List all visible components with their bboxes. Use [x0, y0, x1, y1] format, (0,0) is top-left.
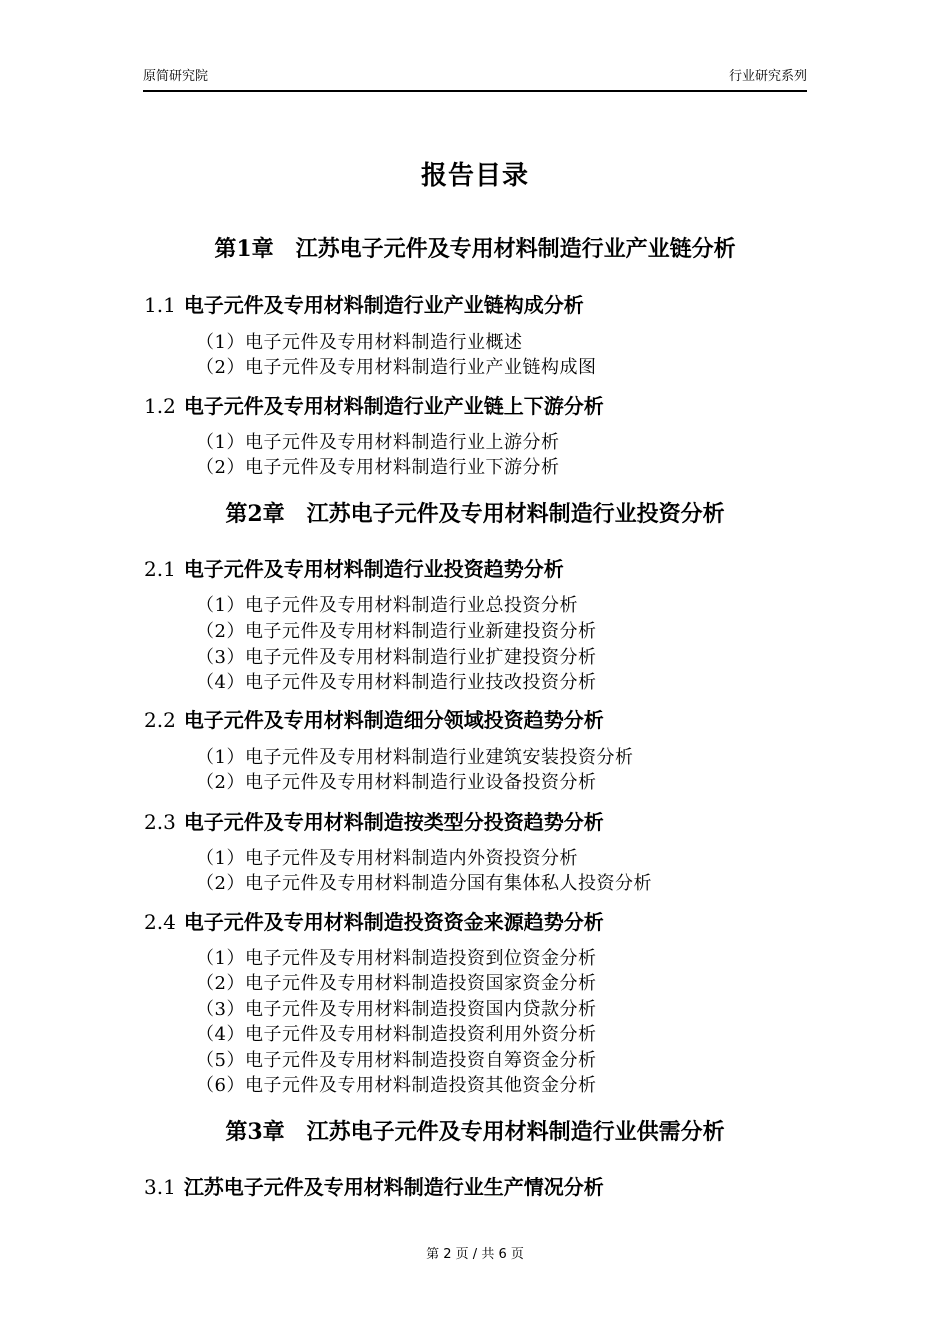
toc-section-3-1[interactable] — [144, 1173, 604, 1201]
toc-item[interactable]: （3）电子元件及专用材料制造行业扩建投资分析 — [196, 647, 597, 668]
toc-section-2-3[interactable] — [144, 808, 604, 836]
section-title: 电子元件及专用材料制造细分领域投资趋势分析 — [183, 708, 604, 732]
toc-item[interactable]: （2）电子元件及专用材料制造分国有集体私人投资分析 — [196, 873, 652, 894]
section-title: 电子元件及专用材料制造行业产业链构成分析 — [183, 293, 584, 317]
toc-item[interactable]: （1）电子元件及专用材料制造行业建筑安装投资分析 — [196, 747, 634, 768]
header-series-name: 行业研究系列 — [728, 69, 807, 84]
toc-chapter-2[interactable] — [0, 498, 950, 530]
toc-item[interactable]: （3）电子元件及专用材料制造投资国内贷款分析 — [196, 999, 597, 1020]
toc-chapter-3[interactable] — [0, 1116, 950, 1148]
page-number-footer: 第 2 页 / 共 6 页 — [426, 1247, 524, 1262]
header-org-name: 原简研究院 — [143, 69, 209, 84]
toc-section-2-1[interactable] — [144, 555, 564, 583]
toc-section-2-4[interactable] — [144, 908, 604, 936]
toc-item[interactable]: （4）电子元件及专用材料制造行业技改投资分析 — [196, 672, 597, 693]
section-number: 2.3 — [144, 810, 176, 834]
toc-section-1-2[interactable] — [144, 392, 604, 420]
toc-chapter-1[interactable] — [0, 233, 950, 265]
toc-item[interactable]: （2）电子元件及专用材料制造行业产业链构成图 — [196, 357, 597, 378]
section-number: 2.2 — [144, 708, 176, 732]
section-number: 2.1 — [144, 557, 176, 581]
toc-item[interactable]: （1）电子元件及专用材料制造行业总投资分析 — [196, 595, 578, 616]
chapter-title: 江苏电子元件及专用材料制造行业投资分析 — [306, 501, 725, 527]
toc-item[interactable]: （2）电子元件及专用材料制造行业设备投资分析 — [196, 772, 597, 793]
section-number: 1.1 — [144, 293, 176, 317]
chapter-number: 第3章 — [225, 1119, 285, 1145]
section-title: 电子元件及专用材料制造投资资金来源趋势分析 — [183, 910, 604, 934]
chapter-number: 第2章 — [225, 501, 285, 527]
toc-item[interactable]: （5）电子元件及专用材料制造投资自筹资金分析 — [196, 1050, 597, 1071]
section-title: 江苏电子元件及专用材料制造行业生产情况分析 — [183, 1175, 604, 1199]
toc-section-2-2[interactable] — [144, 706, 604, 734]
toc-item[interactable]: （1）电子元件及专用材料制造内外资投资分析 — [196, 848, 578, 869]
chapter-number: 第1章 — [214, 236, 274, 262]
chapter-title: 江苏电子元件及专用材料制造行业产业链分析 — [295, 236, 736, 262]
section-number: 2.4 — [144, 910, 176, 934]
toc-item[interactable]: （1）电子元件及专用材料制造行业概述 — [196, 332, 523, 353]
chapter-title: 江苏电子元件及专用材料制造行业供需分析 — [306, 1119, 725, 1145]
toc-item[interactable]: （2）电子元件及专用材料制造投资国家资金分析 — [196, 973, 597, 994]
toc-item[interactable]: （2）电子元件及专用材料制造行业新建投资分析 — [196, 621, 597, 642]
section-number: 1.2 — [144, 394, 176, 418]
toc-item[interactable]: （2）电子元件及专用材料制造行业下游分析 — [196, 457, 560, 478]
section-number: 3.1 — [144, 1175, 176, 1199]
page-header — [143, 68, 807, 92]
page-title: 报告目录 — [420, 161, 529, 191]
toc-section-1-1[interactable] — [144, 291, 584, 319]
toc-item[interactable]: （1）电子元件及专用材料制造投资到位资金分析 — [196, 948, 597, 969]
section-title: 电子元件及专用材料制造行业产业链上下游分析 — [183, 394, 604, 418]
toc-item[interactable]: （6）电子元件及专用材料制造投资其他资金分析 — [196, 1075, 597, 1096]
toc-item[interactable]: （1）电子元件及专用材料制造行业上游分析 — [196, 432, 560, 453]
section-title: 电子元件及专用材料制造行业投资趋势分析 — [183, 557, 564, 581]
section-title: 电子元件及专用材料制造按类型分投资趋势分析 — [183, 810, 604, 834]
toc-item[interactable]: （4）电子元件及专用材料制造投资利用外资分析 — [196, 1024, 597, 1045]
